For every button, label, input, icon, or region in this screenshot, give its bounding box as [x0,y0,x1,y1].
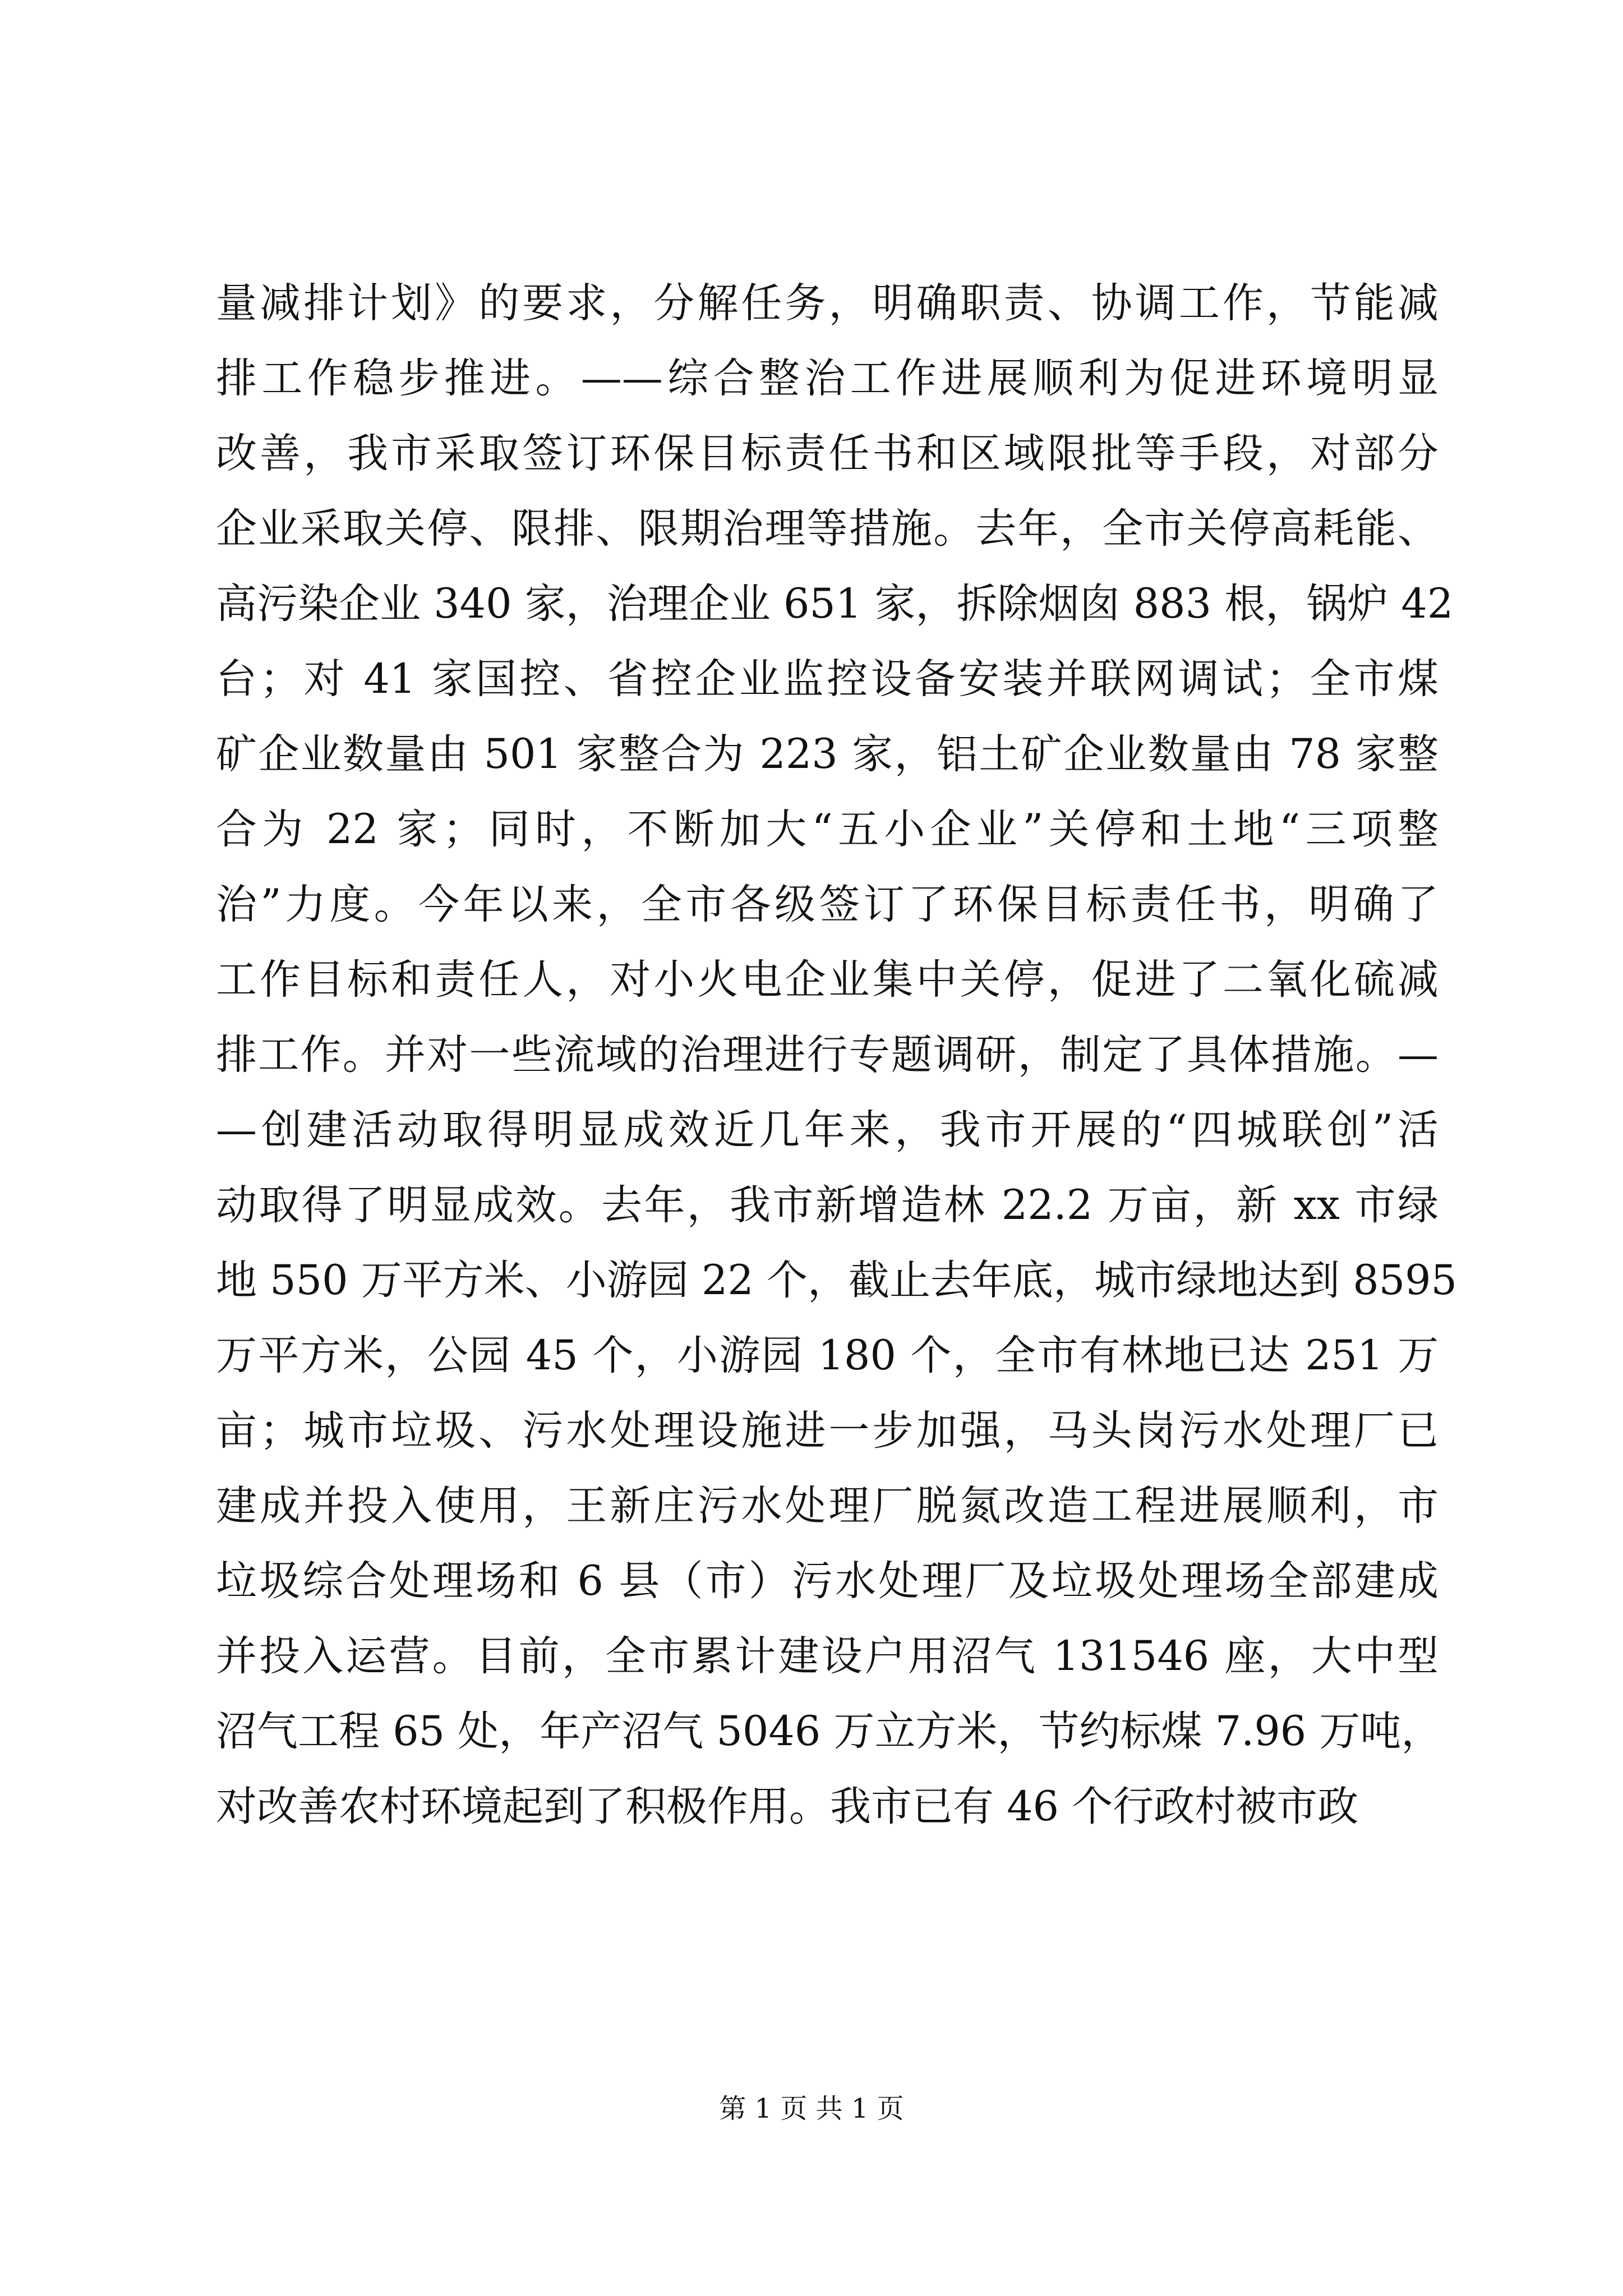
text-line: 地 550 万平方米、小游园 22 个，截止去年底，城市绿地达到 8595 [216,1257,1458,1304]
text-line: 工作目标和责任人，对小火电企业集中关停，促进了二氧化硫减 [216,956,1438,1004]
text-line: 排工作稳步推进。——综合整治工作进展顺利为促进环境明显 [216,355,1438,402]
text-line: 排工作。并对一些流域的治理进行专题调研，制定了具体措施。— [216,1031,1438,1079]
text-line: 高污染企业 340 家，治理企业 651 家，拆除烟囱 883 根，锅炉 42 [216,580,1454,628]
text-line: 矿企业数量由 501 家整合为 223 家，铝土矿企业数量由 78 家整 [216,730,1438,778]
text-line: 合为 22 家；同时，不断加大“五小企业”关停和土地“三项整 [216,806,1438,853]
text-line: 企业采取关停、限排、限期治理等措施。去年，全市关停高耗能、 [216,505,1438,553]
text-line: 垃圾综合处理场和 6 县（市）污水处理厂及垃圾处理场全部建成 [216,1557,1438,1605]
text-line: 改善，我市采取签订环保目标责任书和区域限批等手段，对部分 [216,430,1438,477]
text-line: 对改善农村环境起到了积极作用。我市已有 46 个行政村被市政 [216,1783,1359,1830]
text-line: 沼气工程 65 处，年产沼气 5046 万立方米，节约标煤 7.96 万吨， [216,1708,1442,1755]
text-line: 台；对 41 家国控、省控企业监控设备安装并联网调试；全市煤 [216,655,1438,703]
text-line: —创建活动取得明显成效近几年来，我市开展的“四城联创”活 [216,1106,1438,1154]
text-line: 并投入运营。目前，全市累计建设户用沼气 131546 座，大中型 [216,1632,1438,1680]
text-line: 亩；城市垃圾、污水处理设施进一步加强，马头岗污水处理厂已 [216,1407,1438,1455]
body-text [216,266,1458,1844]
text-line: 万平方米，公园 45 个，小游园 180 个，全市有林地已达 251 万 [216,1332,1438,1379]
text-line: 治”力度。今年以来，全市各级签订了环保目标责任书，明确了 [216,881,1438,928]
text-line: 动取得了明显成效。去年，我市新增造林 22.2 万亩，新 xx 市绿 [216,1181,1438,1229]
text-line: 建成并投入使用，王新庄污水处理厂脱氮改造工程进展顺利，市 [216,1482,1438,1530]
page-footer: 第 1 页 共 1 页 [719,2093,904,2124]
text-line: 量减排计划》的要求，分解任务，明确职责、协调工作，节能减 [216,279,1438,327]
